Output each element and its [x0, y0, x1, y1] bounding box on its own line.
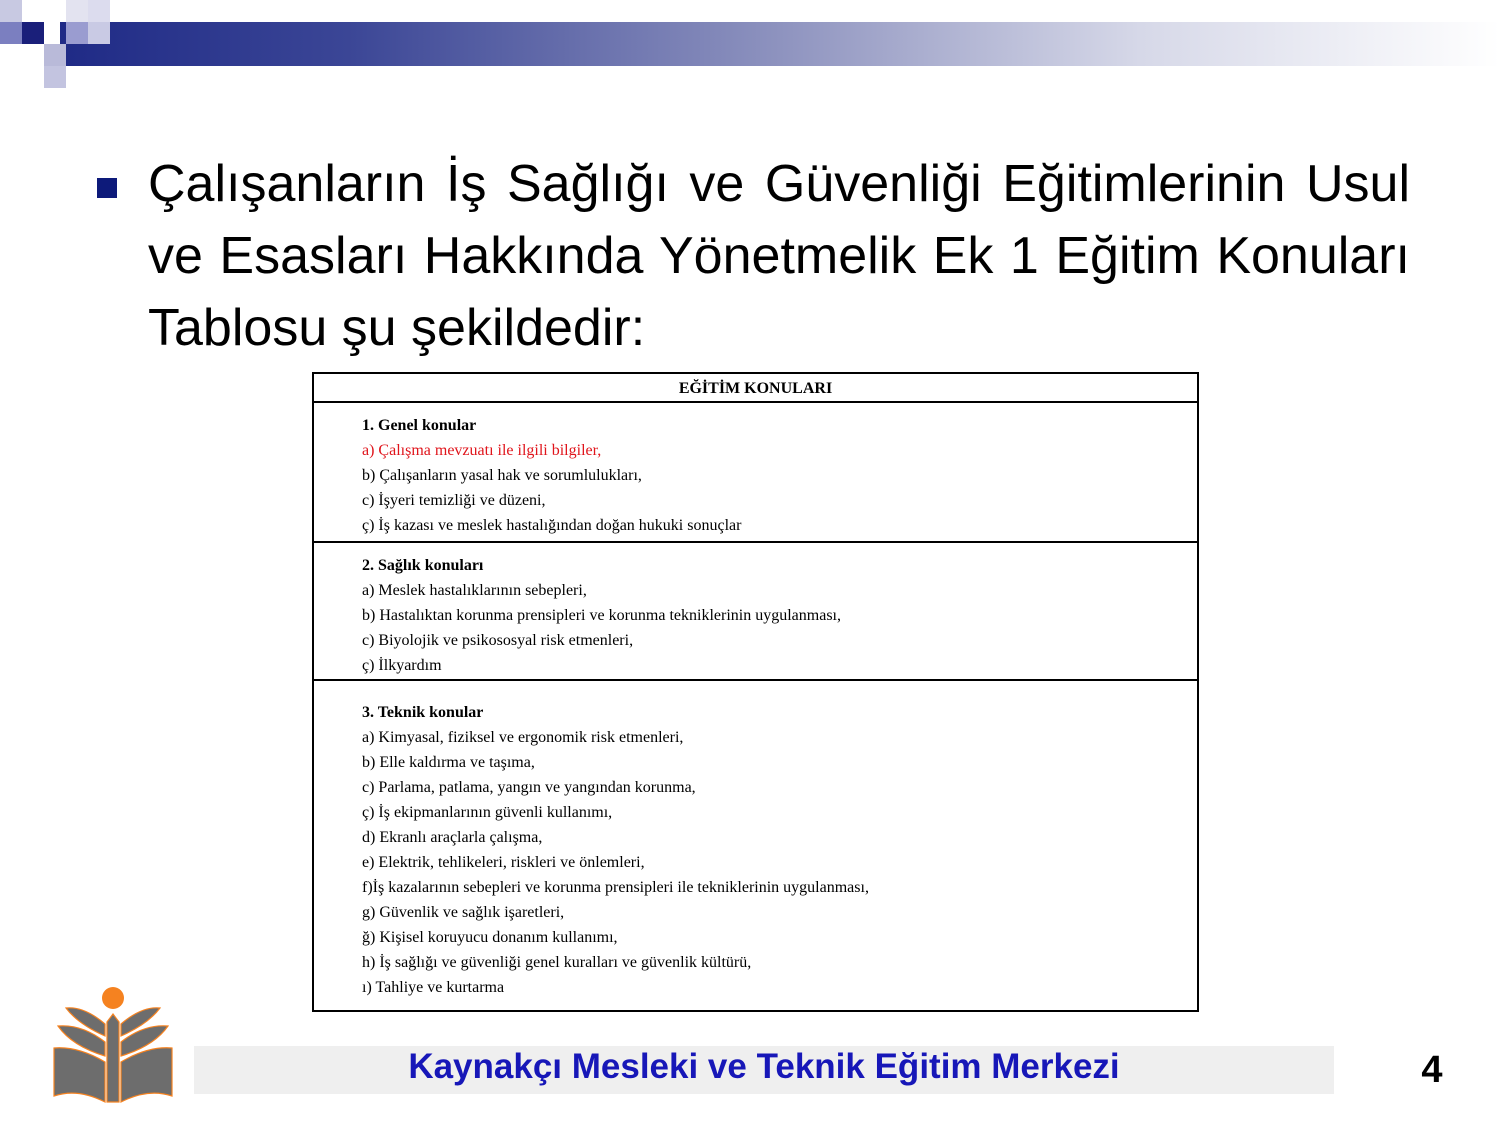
list-item: ç) İş ekipmanlarının güvenli kullanımı,	[362, 804, 613, 821]
list-item: d) Ekranlı araçlarla çalışma,	[362, 829, 543, 846]
header-square	[22, 22, 44, 44]
section-title: 2. Sağlık konuları	[362, 557, 484, 574]
footer-organization-name: Kaynakçı Mesleki ve Teknik Eğitim Merkezi	[408, 1047, 1120, 1086]
list-item: a) Kimyasal, fiziksel ve ergonomik risk etmenleri,	[362, 729, 684, 746]
section-title: 1. Genel konular	[362, 417, 477, 434]
list-item: c) Parlama, patlama, yangın ve yangından korunma,	[362, 779, 696, 796]
square-bullet-icon	[97, 178, 117, 198]
section-title: 3. Teknik konular	[362, 704, 484, 721]
header-square	[66, 22, 88, 44]
table-header: EĞİTİM KONULARI	[314, 374, 1197, 403]
list-item: e) Elektrik, tehlikeleri, riskleri ve önlemleri,	[362, 854, 645, 871]
list-item: f)İş kazalarının sebepleri ve korunma prensipleri ile tekniklerinin uygulanması,	[362, 879, 869, 896]
table-section-technical	[314, 679, 1197, 1010]
list-item: ç) İlkyardım	[362, 657, 442, 674]
list-item: b) Hastalıktan korunma prensipleri ve korunma tekniklerinin uygulanması,	[362, 607, 841, 624]
list-item: ı) Tahliye ve kurtarma	[362, 979, 505, 996]
header-square	[44, 66, 66, 88]
page-number: 4	[1421, 1049, 1443, 1091]
training-topics-table	[312, 372, 1199, 1012]
list-item: c) Biyolojik ve psikososyal risk etmenleri,	[362, 632, 634, 649]
header-squares	[0, 0, 110, 88]
header-square	[0, 22, 22, 44]
header-square	[88, 0, 110, 22]
list-item: b) Çalışanların yasal hak ve sorumlulukları,	[362, 467, 642, 484]
list-item: ç) İş kazası ve meslek hastalığından doğan hukuki sonuçlar	[362, 517, 742, 534]
table-section-health	[314, 541, 1197, 679]
header-square	[88, 22, 110, 44]
list-item: g) Güvenlik ve sağlık işaretleri,	[362, 904, 565, 921]
header-square	[44, 44, 66, 66]
list-item: a) Meslek hastalıklarının sebepleri,	[362, 582, 587, 599]
list-item: h) İş sağlığı ve güvenliği genel kuralları ve güvenlik kültürü,	[362, 954, 752, 971]
slide-heading: Çalışanların İş Sağlığı ve Güvenliği Eğitimlerinin Usul ve Esasları Hakkında Yönetmelik Ek 1 Eğitim Konuları Tablosu şu şekildedir:	[148, 155, 1410, 357]
table-section-general	[314, 403, 1197, 541]
book-tree-logo	[52, 984, 174, 1106]
header-square	[0, 0, 22, 22]
list-item: ğ) Kişisel koruyucu donanım kullanımı,	[362, 929, 618, 946]
header-square	[66, 0, 88, 22]
list-item: a) Çalışma mevzuatı ile ilgili bilgiler,	[362, 442, 602, 459]
list-item: c) İşyeri temizliği ve düzeni,	[362, 492, 546, 509]
header-gradient-band	[60, 22, 1500, 66]
list-item: b) Elle kaldırma ve taşıma,	[362, 754, 535, 771]
